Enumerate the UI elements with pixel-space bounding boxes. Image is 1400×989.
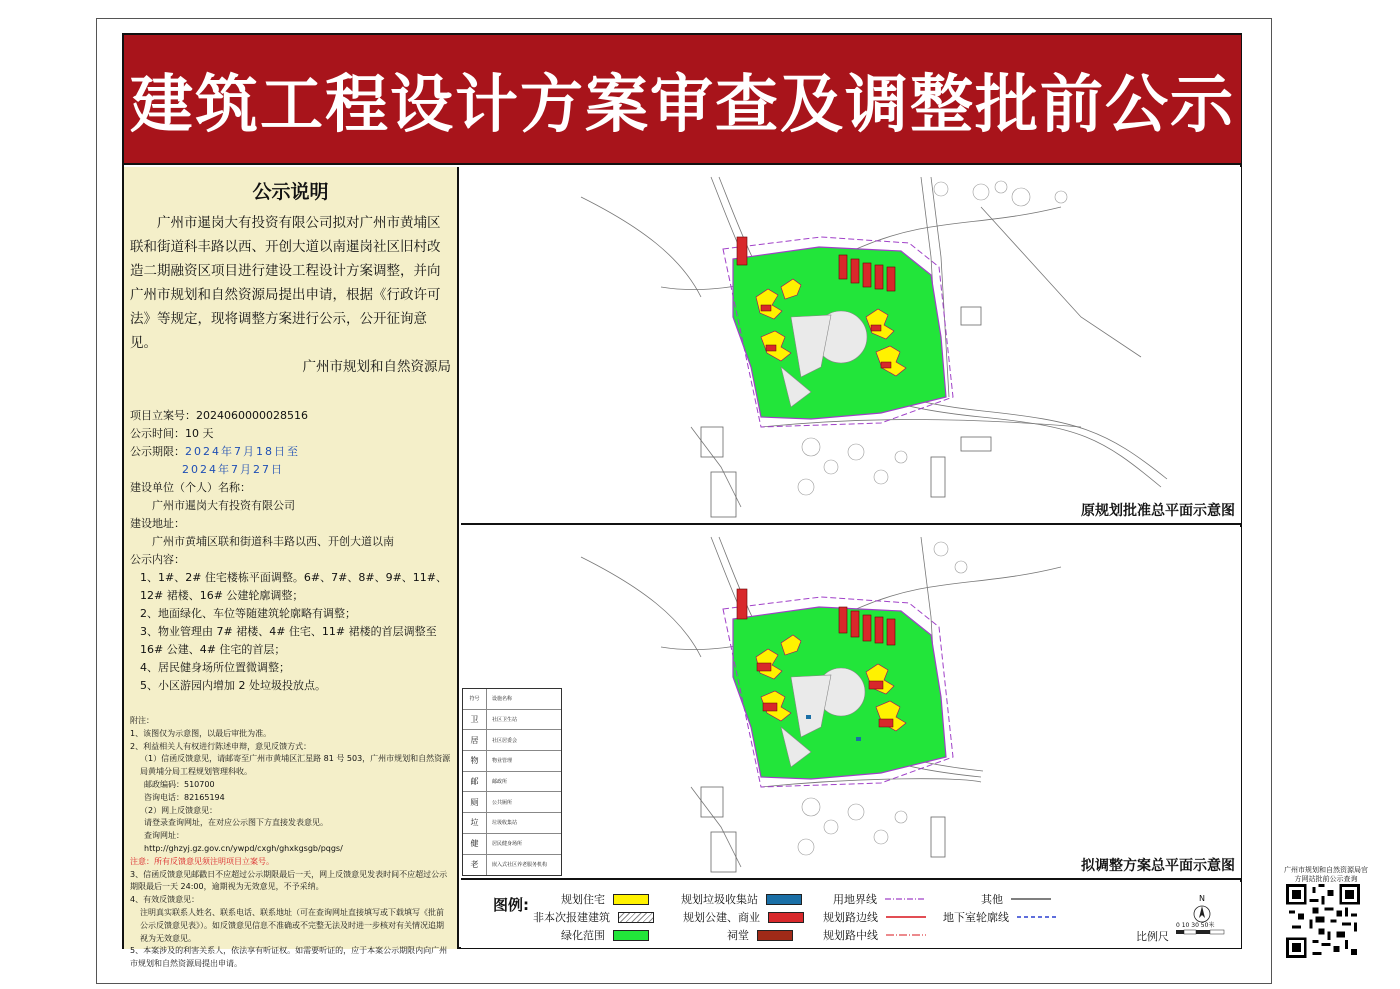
facility-table bbox=[462, 688, 562, 876]
garbage-swatch bbox=[766, 894, 802, 905]
note-4: 4、有效反馈意见： bbox=[130, 895, 200, 905]
notes bbox=[124, 695, 457, 971]
postcode: 邮政编码：510700 bbox=[144, 779, 215, 789]
content-item: 4、居民健身场所位置微调整； bbox=[140, 661, 290, 674]
legend-title: 图例: bbox=[493, 896, 529, 914]
notice-heading: 公示说明 bbox=[252, 181, 329, 203]
health-station-icon: 卫 bbox=[463, 710, 487, 730]
property-management-icon: 物 bbox=[463, 751, 487, 771]
facility-row bbox=[463, 772, 561, 793]
content-label: 公示内容： bbox=[130, 553, 185, 566]
warning-note: 注意：所有反馈意见须注明项目立案号。 bbox=[130, 856, 274, 866]
elderly-care-icon: 老 bbox=[463, 855, 487, 876]
facility-name: 居民健身场所 bbox=[492, 841, 523, 848]
content-item: 1、1#、2# 住宅楼栋平面调整。6#、7#、8#、9#、11#、12# 裙楼、16# 公建轮廓调整； bbox=[140, 571, 447, 602]
facility-row bbox=[463, 855, 561, 876]
landline-line bbox=[885, 896, 925, 902]
residential-swatch bbox=[613, 894, 649, 905]
facility-row bbox=[463, 834, 561, 855]
end-date: 2024年7月27日 bbox=[182, 463, 284, 476]
facility-name: 公共厕所 bbox=[492, 799, 513, 806]
facility-header bbox=[463, 689, 561, 710]
scale-ticks: 0 10 30 50米 bbox=[1176, 922, 1215, 929]
note-3: 3、信函反馈意见邮戳日不应超过公示期限最后一天，网上反馈意见发表时间不应超过公示期限最后一天 24:00，逾期视为无效意见，不予采纳。 bbox=[130, 869, 448, 892]
start-date: 2024年7月18日至 bbox=[185, 445, 300, 458]
original-site-plan-drawing bbox=[461, 167, 1241, 523]
content-item: 2、地面绿化、车位等随建筑轮廓略有调整； bbox=[140, 607, 356, 620]
note-2-1: （1）信函反馈意见，请邮寄至广州市黄埔区汇星路 81 号 503，广州市规划和自然资源局黄埔分局工程规划管理科收。 bbox=[140, 754, 451, 777]
legend-residential bbox=[561, 891, 649, 907]
notes-title: 附注： bbox=[130, 716, 154, 725]
committee-icon: 居 bbox=[463, 730, 487, 750]
adjusted-site-plan bbox=[461, 527, 1241, 880]
roadcenter-line bbox=[886, 932, 926, 938]
adjusted-site-plan-drawing bbox=[461, 527, 1241, 878]
legend-public bbox=[683, 909, 804, 925]
scale-bar bbox=[1176, 929, 1236, 935]
url-label: 查询网址： bbox=[144, 831, 184, 841]
content-item: 3、物业管理由 7# 裙楼、4# 住宅、11# 裙楼的首层调整至 16# 公建、4# 住宅的首层； bbox=[140, 625, 437, 656]
page-title: 建筑工程设计方案审查及调整批前公示 bbox=[124, 35, 1241, 165]
facility-name: 物业管理 bbox=[492, 758, 513, 765]
legend bbox=[461, 882, 1241, 948]
legend-label: 规划路边线 bbox=[823, 911, 878, 924]
content-item: 5、小区游园内增加 2 处垃圾投放点。 bbox=[140, 679, 326, 692]
duration: 10 天 bbox=[185, 427, 214, 440]
notice-body: 广州市暹岗大有投资有限公司拟对广州市黄埔区联和街道科丰路以西、开创大道以南暹岗社区旧村改造二期融资区项目进行建设工程设计方案调整，并向广州市规划和自然资源局提出申请，根据《行政许可法》等规定，现将调整方案进行公示，公开征询意见。 bbox=[130, 215, 441, 351]
other-line bbox=[1011, 896, 1051, 902]
facility-row bbox=[463, 710, 561, 731]
legend-label: 祠堂 bbox=[727, 929, 749, 942]
builder-name: 广州市暹岗大有投资有限公司 bbox=[152, 499, 295, 512]
qr-caption: 广州市规划和自然资源局官方网站批前公示查询 bbox=[1284, 866, 1368, 883]
legend-label: 其他 bbox=[981, 893, 1003, 906]
note-2-2a: 请登录查询网址，在对应公示图下方直接发表意见。 bbox=[144, 818, 328, 828]
legend-garbage bbox=[681, 891, 802, 907]
qr-code[interactable] bbox=[1286, 884, 1360, 958]
legend-non-this bbox=[533, 909, 654, 925]
legend-ancestral bbox=[727, 927, 793, 943]
note-2: 2、利益相关人有权进行陈述申辩，意见反馈方式： bbox=[130, 741, 312, 751]
facility-row bbox=[463, 813, 561, 834]
basement-line bbox=[1017, 914, 1057, 920]
facility-row bbox=[463, 792, 561, 813]
post-office-icon: 邮 bbox=[463, 772, 487, 792]
legend-label: 规划公建、商业 bbox=[683, 911, 760, 924]
original-plan-caption: 原规划批准总平面示意图 bbox=[1081, 503, 1235, 519]
legend-other bbox=[981, 891, 1051, 907]
phone: 咨询电话：82165194 bbox=[144, 792, 225, 802]
legend-label: 规划垃圾收集站 bbox=[681, 893, 758, 906]
legend-green bbox=[561, 927, 649, 943]
original-site-plan bbox=[461, 167, 1241, 525]
note-1: 1、该图仅为示意图，以最后审批为准。 bbox=[130, 728, 272, 738]
roadedge-line bbox=[886, 914, 926, 920]
legend-landline bbox=[833, 891, 925, 907]
query-url[interactable]: http://ghzyj.gz.gov.cn/ywpd/cxgh/ghxkgsgb/pqgs/ bbox=[144, 843, 343, 853]
toilet-icon: 厕 bbox=[463, 792, 487, 812]
location-label: 建设地址： bbox=[130, 517, 185, 530]
notice-panel bbox=[124, 167, 459, 969]
note-5: 5、本案涉及的利害关系人，依法享有听证权。如需要听证的，应于本案公示期限内向广州市规划和自然资源局提出申请。 bbox=[130, 946, 448, 969]
legend-label: 用地界线 bbox=[833, 893, 877, 906]
note-2-2: （2）网上反馈意见： bbox=[140, 805, 218, 815]
project-no: 2024060000028516 bbox=[196, 409, 308, 422]
facility-row bbox=[463, 730, 561, 751]
facility-header-name: 设施名称 bbox=[492, 696, 513, 703]
legend-label: 规划路中线 bbox=[823, 929, 878, 942]
legend-roadcenter bbox=[823, 927, 926, 943]
legend-basement bbox=[943, 909, 1057, 925]
facility-name: 嵌入式社区养老服务机构 bbox=[492, 862, 548, 869]
north-label: N bbox=[1199, 894, 1205, 903]
legend-label: 绿化范围 bbox=[561, 929, 605, 942]
facility-name: 邮政所 bbox=[492, 779, 508, 786]
adjusted-plan-caption: 拟调整方案总平面示意图 bbox=[1081, 858, 1235, 874]
project-no-label: 项目立案号： bbox=[130, 409, 196, 422]
facility-name: 垃圾收集站 bbox=[492, 820, 518, 827]
notice-signature: 广州市规划和自然资源局 bbox=[302, 359, 451, 375]
scale-label: 比例尺 bbox=[1136, 930, 1169, 943]
garbage-station-icon: 垃 bbox=[463, 813, 487, 833]
duration-label: 公示时间： bbox=[130, 427, 185, 440]
public-swatch bbox=[768, 912, 804, 923]
note-4-1: 注明真实联系人姓名、联系电话、联系地址（可在查询网址直接填写或下载填写《批前公示反馈意见表》）。如反馈意见信息不准确或不完整无法及时进一步核对有关情况追期视为无效意见。 bbox=[140, 907, 444, 943]
green-swatch bbox=[613, 930, 649, 941]
facility-header-symbol: 符号 bbox=[463, 689, 487, 709]
period-label: 公示期限： bbox=[130, 445, 185, 458]
facility-name: 社区卫生站 bbox=[492, 717, 518, 724]
legend-roadedge bbox=[823, 909, 926, 925]
hatched-swatch bbox=[618, 912, 654, 923]
project-info bbox=[124, 379, 457, 695]
facility-row bbox=[463, 751, 561, 772]
facility-name: 社区居委会 bbox=[492, 737, 518, 744]
location: 广州市黄埔区联和街道科丰路以西、开创大道以南 bbox=[152, 535, 394, 548]
builder-label: 建设单位（个人）名称： bbox=[130, 481, 251, 494]
legend-label: 规划住宅 bbox=[561, 893, 605, 906]
fitness-icon: 健 bbox=[463, 834, 487, 854]
legend-label: 非本次报建建筑 bbox=[533, 911, 610, 924]
ancestral-swatch bbox=[757, 930, 793, 941]
legend-label: 地下室轮廓线 bbox=[943, 911, 1009, 924]
